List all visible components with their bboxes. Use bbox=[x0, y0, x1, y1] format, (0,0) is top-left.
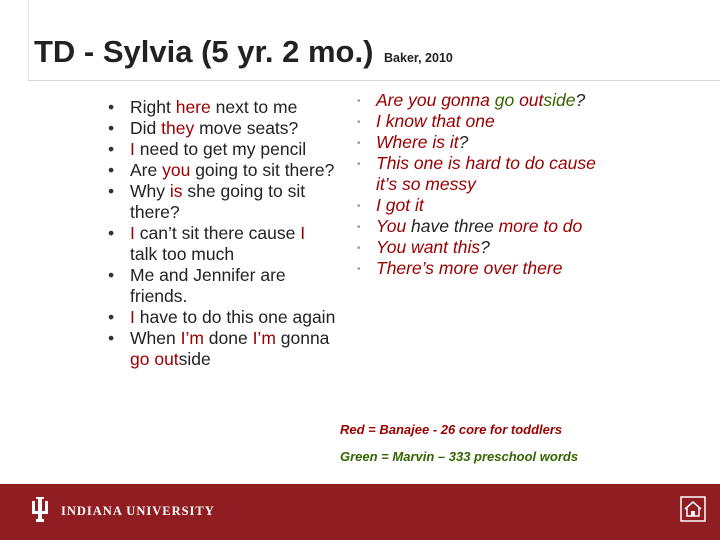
item-text-segment: have to do this one again bbox=[134, 307, 336, 327]
item-text-segment: ? bbox=[458, 132, 469, 152]
right-bullet-list bbox=[357, 90, 597, 279]
list-item bbox=[357, 258, 597, 279]
footer-bar bbox=[0, 484, 720, 540]
item-text-segment: hard to do cause bbox=[460, 153, 596, 173]
item-text-segment: I bbox=[130, 223, 135, 243]
list-item bbox=[357, 153, 597, 195]
item-text-segment: Are bbox=[130, 160, 163, 180]
item-text-segment: When bbox=[130, 328, 181, 348]
item-text-segment: it bbox=[414, 195, 424, 215]
list-item bbox=[108, 265, 336, 307]
bullet-marker: • bbox=[108, 97, 115, 117]
item-text-segment: side bbox=[178, 349, 211, 369]
legend-green-note: Green = Marvin – 333 preschool words bbox=[340, 449, 579, 464]
list-item bbox=[108, 160, 336, 181]
item-text-segment: You bbox=[376, 216, 407, 236]
header-rule-vertical bbox=[28, 0, 29, 80]
item-text-segment: is bbox=[432, 132, 446, 152]
item-text-segment: they bbox=[161, 118, 195, 138]
list-item bbox=[357, 237, 597, 258]
item-text-segment: Me and Jennifer are friends. bbox=[130, 265, 286, 306]
header-rule bbox=[28, 80, 720, 81]
item-text-segment: she going to sit there? bbox=[130, 181, 306, 222]
bullet-marker: • bbox=[108, 181, 115, 201]
item-text-segment: ? bbox=[480, 237, 490, 257]
list-item bbox=[357, 132, 597, 153]
item-text-segment: want bbox=[406, 237, 453, 257]
item-text-segment: Right bbox=[130, 97, 176, 117]
slide-title bbox=[34, 34, 453, 70]
item-text-segment: This one bbox=[376, 153, 448, 173]
item-text-segment: There’s more over there bbox=[376, 258, 563, 278]
item-text-segment: I bbox=[376, 111, 381, 131]
list-item bbox=[108, 97, 336, 118]
item-text-segment: is bbox=[169, 181, 183, 201]
item-text-segment: I’m bbox=[180, 328, 204, 348]
list-item bbox=[357, 195, 597, 216]
item-text-segment: I bbox=[300, 223, 306, 243]
item-text-segment: gonna bbox=[436, 90, 495, 110]
legend-red-note: Red = Banajee - 26 core for toddlers bbox=[340, 422, 563, 437]
item-text-segment: this bbox=[452, 237, 481, 257]
list-item bbox=[357, 216, 597, 237]
item-text-segment: Where bbox=[376, 132, 433, 152]
bullet-marker: • bbox=[357, 159, 361, 170]
item-text-segment: Are bbox=[376, 90, 409, 110]
title-text: TD - Sylvia (5 yr. 2 mo.) bbox=[34, 34, 374, 69]
item-text-segment: talk too much bbox=[130, 244, 235, 264]
list-item bbox=[108, 139, 336, 160]
bullet-marker: • bbox=[357, 264, 361, 275]
item-text-segment: going to sit there? bbox=[190, 160, 335, 180]
item-text-segment: I bbox=[376, 195, 381, 215]
brand-name: INDIANA UNIVERSITY bbox=[61, 504, 215, 518]
item-text-segment: it’s bbox=[376, 174, 398, 194]
item-text-segment: you bbox=[162, 160, 191, 180]
bullet-marker: • bbox=[108, 328, 115, 348]
bullet-marker: • bbox=[108, 307, 115, 327]
item-text-segment: Did bbox=[130, 118, 162, 138]
item-text-segment: Why bbox=[130, 181, 170, 201]
item-text-segment: got bbox=[380, 195, 415, 215]
bullet-marker: • bbox=[108, 265, 115, 285]
list-item bbox=[108, 181, 336, 223]
item-text-segment: side bbox=[543, 90, 576, 110]
item-text-segment: to do bbox=[538, 216, 583, 236]
item-text-segment: more bbox=[498, 216, 539, 236]
bullet-marker: • bbox=[357, 201, 361, 212]
left-bullet-list bbox=[108, 97, 336, 370]
citation: Baker, 2010 bbox=[384, 51, 453, 65]
list-item bbox=[108, 118, 336, 139]
item-text-segment: ? bbox=[575, 90, 586, 110]
list-item bbox=[108, 328, 336, 370]
item-text-segment: I’m bbox=[252, 328, 276, 348]
bullet-marker: • bbox=[108, 160, 115, 180]
bullet-marker: • bbox=[108, 223, 115, 243]
list-item bbox=[108, 307, 336, 328]
bullet-marker: • bbox=[108, 118, 115, 138]
item-text-segment: go bbox=[494, 90, 515, 110]
bullet-marker: • bbox=[357, 243, 361, 254]
item-text-segment: I bbox=[130, 307, 135, 327]
iu-trident-icon bbox=[30, 495, 50, 525]
item-text-segment: can’t sit there cause bbox=[134, 223, 301, 243]
item-text-segment: here bbox=[175, 97, 211, 117]
item-text-segment: you bbox=[408, 90, 437, 110]
item-text-segment: it bbox=[449, 132, 459, 152]
item-text-segment: need to get my pencil bbox=[134, 139, 307, 159]
item-text-segment: have three bbox=[406, 216, 499, 236]
item-text-segment: out bbox=[519, 90, 544, 110]
bullet-marker: • bbox=[357, 138, 361, 149]
item-text-segment: I bbox=[130, 139, 135, 159]
bullet-marker: • bbox=[108, 139, 115, 159]
list-item bbox=[357, 90, 597, 111]
item-text-segment: You bbox=[376, 237, 407, 257]
list-item bbox=[357, 111, 597, 132]
item-text-segment: go bbox=[130, 349, 150, 369]
item-text-segment: out bbox=[154, 349, 179, 369]
bullet-marker: • bbox=[357, 96, 361, 107]
item-text-segment: so messy bbox=[397, 174, 476, 194]
item-text-segment: gonna bbox=[275, 328, 330, 348]
home-icon[interactable] bbox=[680, 496, 706, 522]
list-item bbox=[108, 223, 336, 265]
item-text-segment: is bbox=[447, 153, 461, 173]
item-text-segment: done bbox=[203, 328, 253, 348]
item-text-segment: next to me bbox=[210, 97, 298, 117]
item-text-segment: move seats? bbox=[194, 118, 299, 138]
bullet-marker: • bbox=[357, 222, 361, 233]
item-text-segment: know that one bbox=[380, 111, 495, 131]
bullet-marker: • bbox=[357, 117, 361, 128]
